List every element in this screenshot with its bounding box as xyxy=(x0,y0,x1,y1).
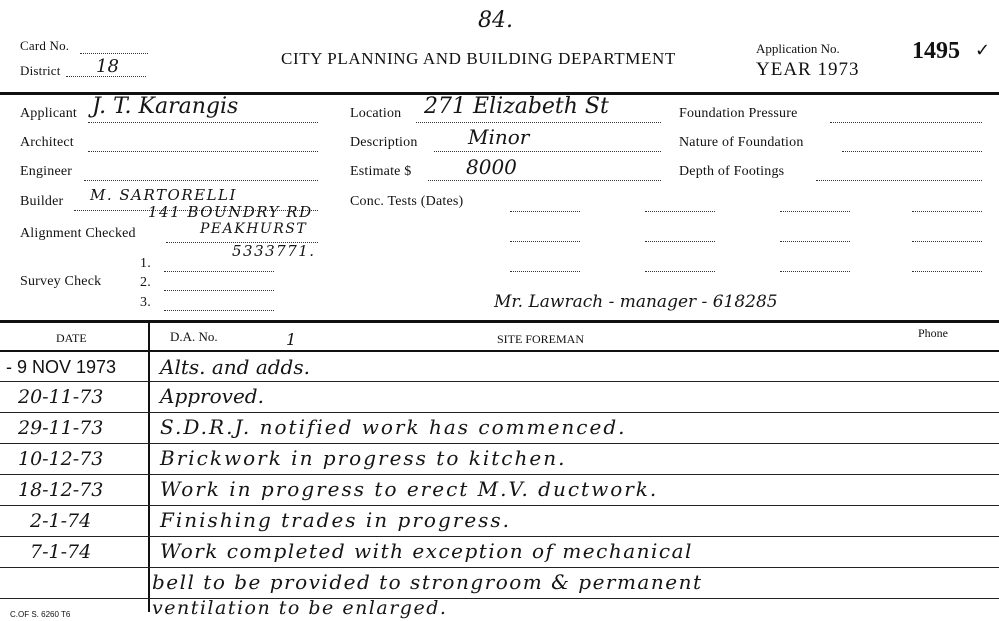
description-value: Minor xyxy=(468,125,530,149)
log-column-divider xyxy=(148,322,150,612)
builder-phone: 5333771. xyxy=(232,242,316,260)
description-label: Description xyxy=(350,135,418,150)
log-row-line xyxy=(0,381,999,382)
foundation-pressure-line xyxy=(830,122,982,123)
log-row-line xyxy=(0,567,999,568)
log-header-date: DATE xyxy=(56,331,87,345)
builder-address-line1: 141 BOUNDRY RD xyxy=(148,203,313,221)
conc-line-1d xyxy=(912,211,982,212)
builder-label: Builder xyxy=(20,194,64,209)
log-row-line xyxy=(0,505,999,506)
applicant-label: Applicant xyxy=(20,106,78,121)
conc-line-3b xyxy=(645,271,715,272)
log-header-phone: Phone xyxy=(918,326,948,340)
log-row-date: 18-12-73 xyxy=(18,479,104,501)
log-row-note: Work in progress to erect M.V. ductwork. xyxy=(160,477,659,501)
log-row-note: S.D.R.J. notified work has commenced. xyxy=(160,415,627,439)
description-line xyxy=(434,151,661,152)
log-row-date: 20-11-73 xyxy=(18,386,104,408)
log-row-note: Alts. and adds. xyxy=(160,355,310,379)
top-mark: 84. xyxy=(478,8,513,33)
log-row-note: ventilation to be enlarged. xyxy=(152,597,448,619)
architect-label: Architect xyxy=(20,135,74,150)
conc-line-3d xyxy=(912,271,982,272)
conc-line-2a xyxy=(510,241,580,242)
conc-line-1a xyxy=(510,211,580,212)
log-row-line xyxy=(0,598,999,599)
check-mark-icon: ✓ xyxy=(975,40,991,61)
survey-item-3: 3. xyxy=(140,295,151,310)
year-label: YEAR 1973 xyxy=(756,59,860,80)
estimate-label: Estimate $ xyxy=(350,164,412,179)
survey-check-label: Survey Check xyxy=(20,274,102,289)
log-row-line xyxy=(0,536,999,537)
log-row-note: Work completed with exception of mechanical xyxy=(160,539,693,563)
location-value: 271 Elizabeth St xyxy=(424,94,609,119)
builder-address-line2: PEAKHURST xyxy=(200,221,308,237)
log-row-note: Approved. xyxy=(160,384,264,408)
log-row-date: 2-1-74 xyxy=(30,510,92,532)
contact-note: Mr. Lawrach - manager - 618285 xyxy=(494,292,778,312)
nature-foundation-label: Nature of Foundation xyxy=(679,135,804,150)
log-header-da-no: D.A. No. xyxy=(170,329,218,344)
location-label: Location xyxy=(350,106,402,121)
conc-line-2b xyxy=(645,241,715,242)
estimate-line xyxy=(428,180,661,181)
architect-line xyxy=(88,151,318,152)
card-no-line xyxy=(80,53,148,54)
log-row-note: Finishing trades in progress. xyxy=(160,508,512,532)
applicant-value: J. T. Karangis xyxy=(92,94,239,119)
log-row-date: 10-12-73 xyxy=(18,448,104,470)
survey-item-2: 2. xyxy=(140,275,151,290)
log-row-date: 7-1-74 xyxy=(30,541,92,563)
log-header-da-mark: 1 xyxy=(286,330,297,349)
depth-footings-line xyxy=(816,180,982,181)
log-header-site-foreman: SITE FOREMAN xyxy=(497,332,585,346)
conc-line-2d xyxy=(912,241,982,242)
district-value: 18 xyxy=(96,56,119,77)
engineer-line xyxy=(84,180,318,181)
conc-line-3c xyxy=(780,271,850,272)
survey-line-3 xyxy=(164,310,274,311)
district-label: District xyxy=(20,63,61,78)
foundation-pressure-label: Foundation Pressure xyxy=(679,106,798,121)
log-row-date: 29-11-73 xyxy=(18,417,104,439)
application-no-label: Application No. xyxy=(756,41,840,56)
depth-footings-label: Depth of Footings xyxy=(679,164,785,179)
log-row-note: bell to be provided to strongroom & permanent xyxy=(152,570,703,594)
survey-item-1: 1. xyxy=(140,256,151,271)
log-row-line xyxy=(0,474,999,475)
log-row-line xyxy=(0,412,999,413)
card-no-label: Card No. xyxy=(20,38,70,53)
survey-line-1 xyxy=(164,271,274,272)
conc-line-3a xyxy=(510,271,580,272)
applicant-line xyxy=(88,122,318,123)
location-line xyxy=(416,122,661,123)
estimate-value: 8000 xyxy=(466,155,517,179)
alignment-checked-label: Alignment Checked xyxy=(20,226,136,241)
conc-line-1c xyxy=(780,211,850,212)
application-number: 1495 xyxy=(912,38,960,64)
survey-line-2 xyxy=(164,290,274,291)
conc-line-1b xyxy=(645,211,715,212)
conc-tests-label: Conc. Tests (Dates) xyxy=(350,194,464,209)
log-row-date: - 9 NOV 1973 xyxy=(6,357,117,377)
log-row-note: Brickwork in progress to kitchen. xyxy=(160,446,567,470)
department-title: CITY PLANNING AND BUILDING DEPARTMENT xyxy=(281,49,676,68)
form-code: C.OF S. 6260 T6 xyxy=(10,610,71,619)
engineer-label: Engineer xyxy=(20,164,73,179)
log-row-line xyxy=(0,443,999,444)
nature-foundation-line xyxy=(842,151,982,152)
conc-line-2c xyxy=(780,241,850,242)
builder-value: M. SARTORELLI xyxy=(90,186,237,204)
